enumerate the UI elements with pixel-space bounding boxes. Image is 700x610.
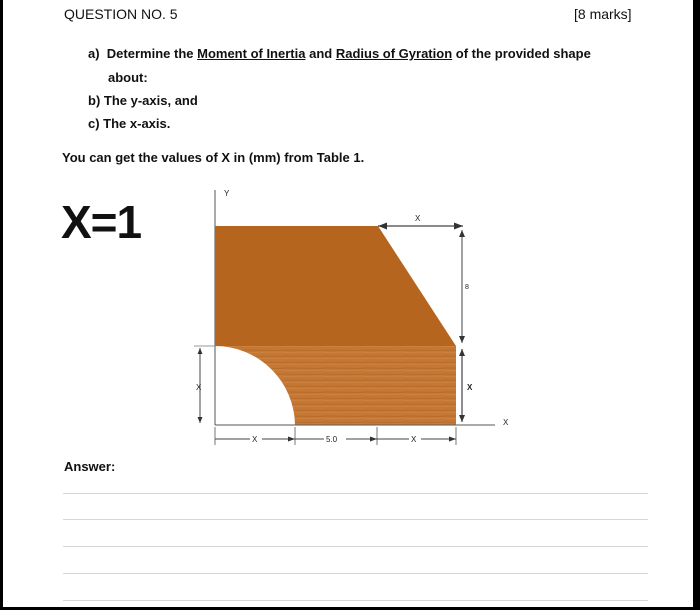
moment-of-inertia-term: Moment of Inertia <box>197 46 306 61</box>
part-b: b) The y-axis, and <box>88 93 198 108</box>
answer-line-2 <box>63 519 648 520</box>
top-dim-arrow-right <box>454 223 463 230</box>
y-axis-label: Y <box>224 189 230 198</box>
worksheet <box>3 0 693 607</box>
question-number: QUESTION NO. 5 <box>64 6 178 22</box>
top-dim-label: X <box>415 214 421 223</box>
left-dim-arrow-bottom <box>198 417 203 423</box>
bottom-right-dim-label: X <box>411 435 417 444</box>
left-dim-label: X <box>196 383 202 392</box>
radius-of-gyration-term: Radius of Gyration <box>335 46 453 61</box>
bottom-arrow-2 <box>370 437 377 442</box>
answer-line-5 <box>63 600 648 601</box>
x-value: X=1 <box>61 196 142 248</box>
right-upper-arrow-top <box>459 230 465 237</box>
right-upper-arrow-bottom <box>459 336 465 343</box>
part-a-text-1: Determine the <box>106 46 194 61</box>
part-a-text-2: and <box>309 46 333 61</box>
part-a-text-3: of the provided shape <box>455 46 591 61</box>
right-upper-dim-label: 8 <box>465 284 469 291</box>
answer-line-1 <box>63 493 648 494</box>
part-a-line2: about: <box>108 70 148 85</box>
upper-trapezoid <box>215 226 456 346</box>
shape-diagram <box>3 0 693 460</box>
right-lower-dim-label: X <box>467 383 473 392</box>
right-lower-arrow-bottom <box>459 415 465 422</box>
part-a-prefix: a) <box>88 46 100 61</box>
lower-rectangle-with-cutout <box>215 346 456 425</box>
answer-line-4 <box>63 573 648 574</box>
bottom-mid-dim-label: 5.0 <box>326 435 338 444</box>
bottom-left-dim-label: X <box>252 435 258 444</box>
x-axis-label: X <box>503 418 509 427</box>
answer-line-3 <box>63 546 648 547</box>
table-note: You can get the values of X in (mm) from Table 1. <box>62 150 365 165</box>
marks-label: [8 marks] <box>574 6 632 22</box>
bottom-arrow-3 <box>449 437 456 442</box>
right-lower-arrow-top <box>459 349 465 356</box>
bottom-arrow-1 <box>288 437 295 442</box>
left-dim-arrow-top <box>198 348 203 354</box>
answer-label: Answer: <box>64 459 116 474</box>
part-c: c) The x-axis. <box>88 116 171 131</box>
